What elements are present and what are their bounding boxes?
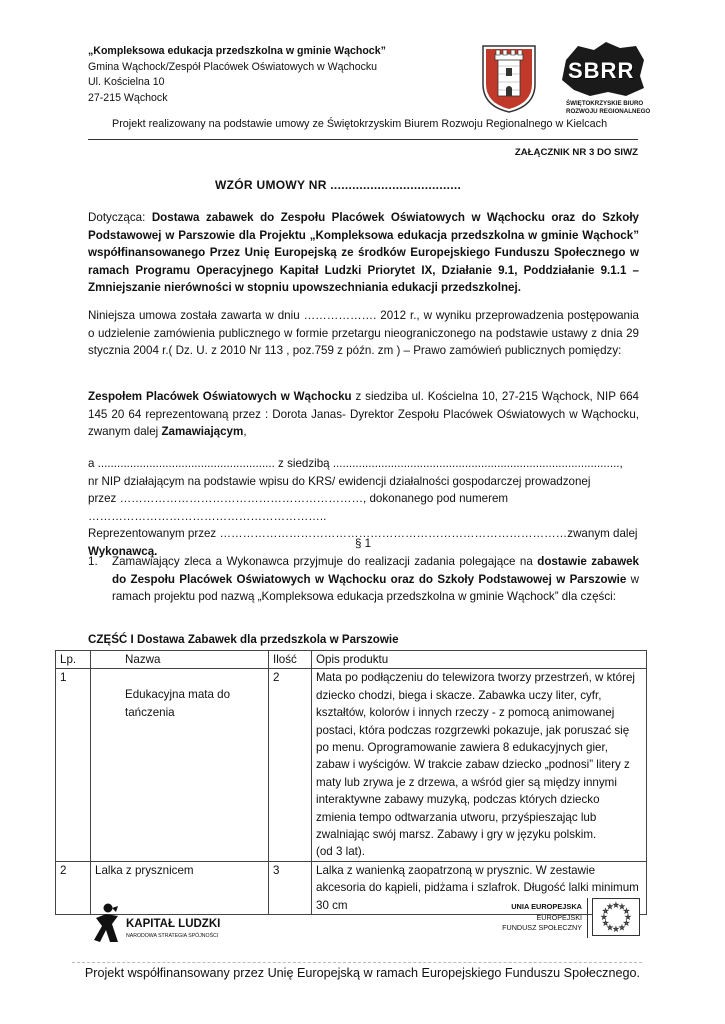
sbrr-caption-1: ŚWIĘTOKRZYSKIE BIURO [566, 100, 644, 107]
kapital-ludzki-icon [92, 902, 122, 946]
product-table [55, 650, 647, 915]
party-ordering-punct: , [243, 425, 247, 439]
col-header-desc: Opis produktu [312, 651, 647, 669]
eu-star: ☆ [602, 921, 609, 927]
cell-desc-text: Mata po podłączeniu do telewizora tworzy przestrzeń, w której dziecko chodzi, biega i skacze. Zabawka uczy liter, cyfr, kształtów, kolorów i innych rzeczy - z pomocą animowanej postaci, która podczas rozgrzewki pokazuje, jak poruszać się po menu. Oprogramowanie zawiera 8 edukacyjnych gier, zabaw i wyścigów. W trakcie zabaw dziecko „podnosi” litery z maty lub zrywa je z drzewa, a wśród gier są między innymi interaktywne zabawy muzyką, podczas których dziecko zmienia tempo odtwarzania utworu, przyśpieszając lub zwalniając swój marsz. Zabawy i gry w języku polskim. [316, 671, 635, 842]
attachment-label: ZAŁĄCZNIK NR 3 DO SIWZ [514, 147, 638, 158]
eu-flag-icon [592, 898, 640, 936]
eu-star: ☆ [623, 909, 630, 915]
wachock-crest-logo [480, 44, 538, 114]
sbrr-logo [556, 40, 651, 120]
sbrr-caption-2: ROZWOJU REGIONALNEGO [566, 108, 651, 115]
table-row [56, 669, 647, 861]
party-contractor-line1: a ....................................................... z siedzibą ........................................................................................., [88, 457, 623, 470]
header-divider [88, 139, 638, 140]
eu-star: ☆ [619, 925, 625, 932]
eu-label-1: UNIA EUROPEJSKA [511, 902, 582, 911]
kl-subtitle: NARODOWA STRATEGIA SPÓJNOŚCI [126, 933, 219, 939]
party-contractor-line3: przez ………………………………………………………, dokonanego pod numerem …………………………………………………….. [88, 492, 509, 523]
eu-label-3: FUNDUSZ SPOŁECZNY [502, 923, 582, 932]
project-basis-line: Projekt realizowany na podstawie umowy ze Świętokrzyskim Biurem Rozwoju Regionalnego w Kielcach [112, 118, 608, 130]
eu-star: ☆ [625, 915, 631, 921]
clause-text-2: w ramach projektu pod nazwą „Kompleksowa edukacja przedszkolna w gminie Wąchock” dla części: [112, 572, 640, 604]
eu-label-2: EUROPEJSKI [536, 913, 582, 922]
col-header-qty: Ilość [269, 651, 312, 669]
party-ordering-name: Zespołem Placówek Oświatowych w Wąchocku [88, 390, 352, 403]
cell-name: Edukacyjna mata do tańczenia [91, 669, 269, 861]
section-mark: § 1 [355, 537, 372, 550]
cell-desc [312, 669, 647, 861]
cell-desc-age: (od 3 lat). [316, 845, 365, 859]
party-contractor-line4: Reprezentowanym przez ………………………………………………………………………………zwanym dalej [88, 527, 638, 541]
eu-divider [587, 898, 588, 938]
eu-star: ☆ [613, 903, 619, 909]
table-header-row [56, 651, 647, 669]
header-project-name: „Kompleksowa edukacja przedszkolna w gminie Wąchock” [88, 45, 386, 57]
kl-title: KAPITAŁ LUDZKI [126, 918, 221, 930]
cell-lp: 1 [56, 669, 91, 861]
cell-qty: 2 [269, 669, 312, 861]
cell-name: Lalka z prysznicem [91, 861, 269, 914]
party-ordering-details: z siedziba ul. Kościelna 10, 27-215 Wąchock, NIP 664 145 20 64 reprezentowaną przez : Dorota Janas- Dyrektor Zespołu Placówek Oświatowych w Wąchocku, zwanym dalej [88, 390, 639, 439]
clause-number: 1. [88, 555, 98, 568]
eu-star: ☆ [607, 925, 613, 932]
intro-paragraph: Niniejsza umowa została zawarta w dniu ………………. 2012 r., w wyniku przeprowadzenia postępowania o udzielenie zamówienia publicznego w formie przetargu nieograniczonego na podstawie ustawy z dnia 29 stycznia 2004 r.( Dz. U. z 2010 Nr 113 , poz.759 z późn. zm ) – Prawo zamówień publicznych pomiędzy: [88, 309, 639, 358]
party-ordering [88, 388, 639, 441]
eu-star: ☆ [623, 921, 630, 927]
concerns-text: Dostawa zabawek do Zespołu Placówek Oświatowych w Wąchocku oraz do Szkoły Podstawowej w Parszowie dla Projektu „Kompleksowa edukacja przedszkolna w gminie Wąchock” współfinansowanego Przez Unię Europejską ze środków Europejskiego Funduszu Społecznego w ramach Programu Operacyjnego Kapitał Ludzki Priorytet IX, Działanie 9.1, Poddziałanie 9.1.1 – Zmniejszanie nierówności w stopniu upowszechniania edukacji przedszkolnej. [88, 211, 639, 295]
eu-star: ☆ [613, 927, 619, 933]
clause-text-1: Zamawiający zleca a Wykonawca przyjmuje do realizacji zadania polegające na [112, 555, 538, 568]
eu-star: ☆ [619, 904, 625, 911]
col-header-name: Nazwa [91, 651, 269, 669]
concerns-paragraph [88, 209, 639, 297]
kapital-ludzki-logo [92, 902, 232, 948]
party-contractor-line2: nr NIP działającym na podstawie wpisu do KRS/ ewidencji działalności gospodarczej prowadzonej [88, 474, 591, 488]
document-title: WZÓR UMOWY NR .................................... [215, 178, 462, 192]
footer-cofinancing-text: Projekt współfinansowany przez Unię Europejską w ramach Europejskiego Funduszu Społecznego. [84, 966, 640, 980]
cell-desc: Lalka z wanienką zaopatrzoną w prysznic. W zestawie akcesoria do kąpieli, pidżama i szlafrok. Długość lalki minimum 30 cm [312, 861, 647, 914]
eu-star: ☆ [602, 909, 609, 915]
sbrr-letters: SBRR [568, 58, 635, 83]
footer-divider [72, 962, 642, 963]
col-header-lp: Lp. [56, 651, 91, 669]
clause-1 [88, 553, 639, 606]
eu-star: ☆ [607, 904, 613, 911]
header-postcode: 27-215 Wąchock [88, 91, 168, 104]
cell-qty: 3 [269, 861, 312, 914]
eu-star: ☆ [601, 915, 607, 921]
header-address [88, 44, 386, 106]
eu-logo [500, 896, 640, 946]
party-ordering-role: Zamawiającym [161, 425, 244, 439]
party-contractor-role: Wykonawcą. [88, 544, 158, 558]
header-street: Ul. Kościelna 10 [88, 76, 165, 89]
cell-lp: 2 [56, 861, 91, 914]
clause-text-bold: dostawie zabawek do Zespołu Placówek Oświatowych w Wąchocku oraz do Szkoły Podstawowej w Parszowie [112, 555, 639, 586]
part-title: CZĘŚĆ I Dostawa Zabawek dla przedszkola w Parszowie [88, 633, 399, 646]
concerns-label: Dotycząca: [88, 211, 152, 224]
header-institution: Gmina Wąchock/Zespół Placówek Oświatowych w Wąchocku [88, 60, 378, 73]
